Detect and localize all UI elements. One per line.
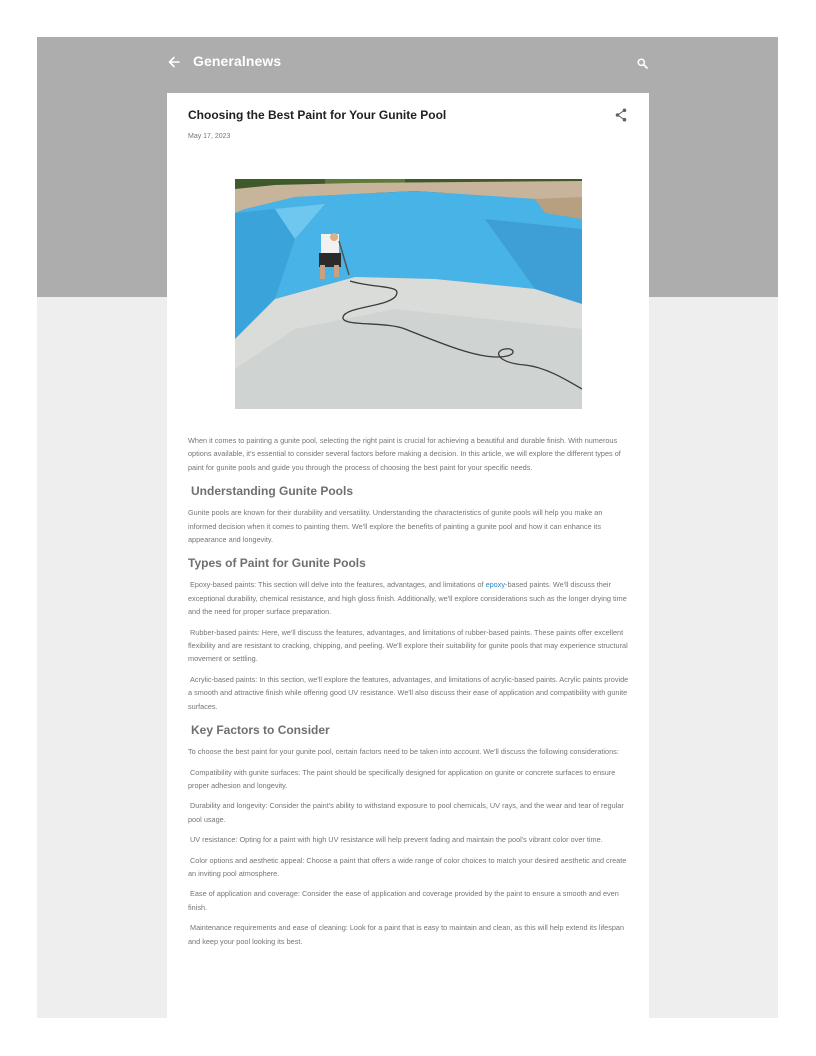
intro-paragraph: When it comes to painting a gunite pool, selecting the right paint is crucial for achieving a beautiful and durable finish. With numerous options available, it's essential to consider several factors before making a decision. In this article, we will explore the different types of paint for gunite pools and guide you through the process of choosing the best paint for your specific needs. — [188, 436, 621, 472]
factors-paragraph: To choose the best paint for your gunite pool, certain factors need to be taken into account. We'll discuss the following considerations: — [188, 747, 619, 757]
factor-uv-resistance: UV resistance: Opting for a paint with high UV resistance will help prevent fading and maintain the pool's vibrant color over time. — [190, 835, 603, 845]
share-icon[interactable] — [615, 108, 627, 122]
heading-types: Types of Paint for Gunite Pools — [188, 556, 366, 571]
factor-color-options: Color options and aesthetic appeal: Choose a paint that offers a wide range of color choices to match your desired aesthetic and create an inviting pool atmosphere. — [188, 855, 627, 878]
site-title[interactable]: Generalnews — [193, 53, 282, 69]
post-title: Choosing the Best Paint for Your Gunite Pool — [188, 108, 447, 122]
epoxy-text-after: -based paints. We'll discuss their exceptional durability, chemical resistance, and high gloss finish. Additionally, we'll explore considerations such as the longer drying time and the need for proper surface preparation. — [188, 580, 627, 617]
pool-painting-image[interactable] — [235, 179, 582, 409]
factor-compatibility: Compatibility with gunite surfaces: The paint should be specifically designed for application on gunite or concrete surfaces to ensure proper adhesion and longevity. — [188, 767, 616, 790]
heading-factors: Key Factors to Consider — [191, 723, 330, 738]
epoxy-link[interactable]: epoxy — [485, 580, 506, 590]
epoxy-text-before: Epoxy-based paints: This section will delve into the features, advantages, and limitations of — [190, 580, 486, 590]
acrylic-paragraph: Acrylic-based paints: In this section, we'll explore the features, advantages, and limitations of acrylic-based paints. Acrylic paints provide a smooth and attractive finish while offering good UV resistance. We'll also discuss their ease of application and compatibility with gunite surfaces. — [188, 674, 629, 711]
heading-understanding: Understanding Gunite Pools — [191, 484, 354, 499]
epoxy-paragraph — [188, 578, 629, 618]
search-icon[interactable] — [637, 58, 648, 69]
post-card — [167, 93, 649, 1018]
factor-maintenance: Maintenance requirements and ease of cleaning: Look for a paint that is easy to maintain and clean, as this will help extend its lifespan and keep your pool looking its best. — [188, 923, 625, 946]
top-bar — [37, 37, 778, 93]
post-body — [188, 434, 629, 955]
blog-viewport — [37, 37, 778, 1018]
post-date: May 17, 2023 — [188, 133, 231, 140]
back-arrow-icon[interactable] — [167, 55, 181, 69]
understanding-paragraph: Gunite pools are known for their durability and versatility. Understanding the characteristics of gunite pools will help you make an informed decision when it comes to painting them. We'll explore the benefits of painting a gunite pool and how it can enhance its appearance and longevity. — [188, 508, 603, 545]
factor-durability: Durability and longevity: Consider the paint's ability to withstand exposure to pool chemicals, UV rays, and the wear and tear of regular pool usage. — [188, 801, 624, 824]
factor-ease-of-application: Ease of application and coverage: Consider the ease of application and coverage provided by the paint to ensure a smooth and even finish. — [188, 889, 619, 912]
rubber-paragraph: Rubber-based paints: Here, we'll discuss the features, advantages, and limitations of rubber-based paints. These paints offer excellent flexibility and are resistant to cracking, chipping, and peeling. We'll explore their suitability for gunite pools that may experience structural movement or settling. — [188, 627, 628, 664]
